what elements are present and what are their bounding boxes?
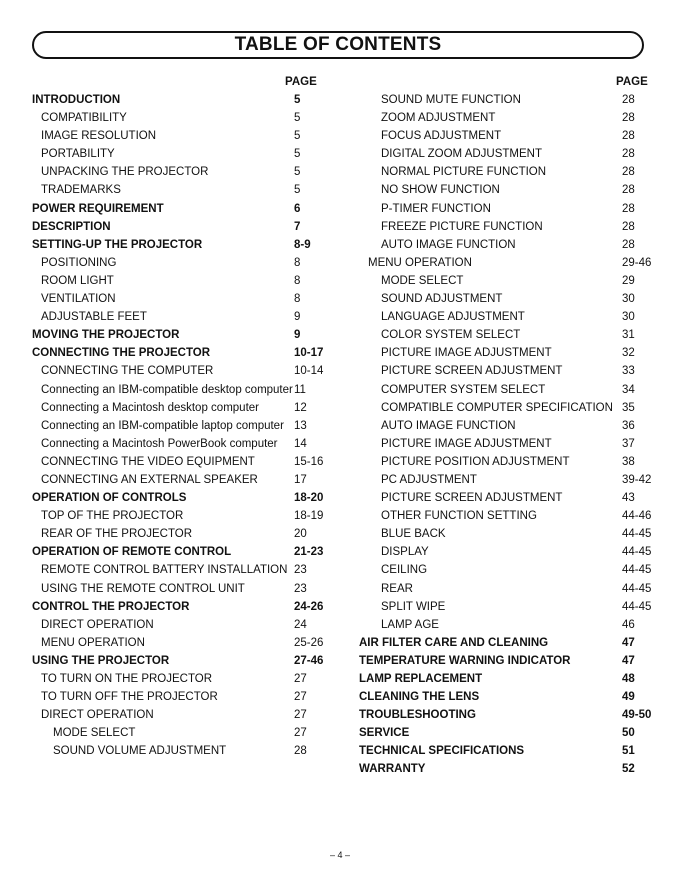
- toc-entry-title: CONNECTING AN EXTERNAL SPEAKER: [41, 473, 258, 486]
- toc-entry-page: 31: [622, 329, 635, 342]
- toc-entry-title: MOVING THE PROJECTOR: [32, 329, 180, 342]
- toc-entry-title: AUTO IMAGE FUNCTION: [381, 238, 516, 251]
- toc-entry-title: UNPACKING THE PROJECTOR: [41, 166, 209, 179]
- toc-entry: [32, 344, 332, 362]
- toc-entry: [32, 561, 332, 579]
- toc-entry-title: NO SHOW FUNCTION: [381, 184, 500, 197]
- toc-entry-page: 8: [294, 256, 301, 269]
- toc-entry-title: PICTURE POSITION ADJUSTMENT: [381, 455, 570, 468]
- toc-entry-page: 10-17: [294, 347, 324, 360]
- toc-entry-page: 50: [622, 727, 635, 740]
- toc-entry: [32, 453, 332, 471]
- toc-entry-page: 28: [622, 94, 635, 106]
- toc-entry-title: PORTABILITY: [41, 148, 115, 161]
- toc-entry-title: DIRECT OPERATION: [41, 618, 154, 631]
- toc-entry: [359, 272, 659, 290]
- toc-entry: [359, 760, 659, 778]
- toc-entry-page: 47: [622, 636, 635, 649]
- toc-entry-title: TO TURN ON THE PROJECTOR: [41, 673, 213, 685]
- toc-entry-title: TOP OF THE PROJECTOR: [41, 510, 184, 523]
- toc-entry-page: 27: [294, 709, 307, 722]
- toc-entry-title: PICTURE IMAGE ADJUSTMENT: [381, 437, 552, 450]
- toc-entry-page: 7: [294, 220, 301, 233]
- toc-entry-title: COMPUTER SYSTEM SELECT: [381, 383, 546, 396]
- toc-entry: [359, 127, 659, 145]
- toc-entry-page: 23: [294, 582, 307, 595]
- toc-entry-title: USING THE REMOTE CONTROL UNIT: [41, 582, 245, 595]
- toc-entry-title: ZOOM ADJUSTMENT: [381, 112, 496, 125]
- toc-entry-page: 29: [622, 274, 635, 287]
- toc-entry-title: Connecting a Macintosh PowerBook computer: [41, 437, 278, 450]
- toc-entry: [359, 634, 659, 652]
- toc-entry: [359, 362, 659, 380]
- toc-entry: [359, 163, 659, 181]
- toc-entry: [359, 598, 659, 616]
- toc-entry: [359, 652, 659, 670]
- toc-entry-page: 44-45: [622, 546, 652, 559]
- toc-entry-page: 5: [294, 94, 301, 106]
- toc-entry: [32, 688, 332, 706]
- toc-entry: [359, 706, 659, 724]
- toc-entry-page: 24: [294, 618, 307, 631]
- toc-entry: [32, 652, 332, 670]
- toc-entry-title: TEMPERATURE WARNING INDICATOR: [359, 654, 571, 667]
- toc-entry-page: 28: [622, 220, 635, 233]
- toc-entry: [32, 218, 332, 236]
- toc-entry-title: MODE SELECT: [381, 274, 464, 287]
- toc-entry-title: WARRANTY: [359, 763, 426, 776]
- toc-entry-title: CLEANING THE LENS: [359, 691, 480, 704]
- page-title: TABLE OF CONTENTS: [234, 34, 442, 55]
- toc-entry: [32, 724, 332, 742]
- toc-entry-page: 5: [294, 112, 301, 125]
- toc-entry: [32, 127, 332, 145]
- toc-entry: [32, 580, 332, 598]
- title-box: [32, 31, 644, 59]
- left-page-header: PAGE: [285, 76, 317, 88]
- toc-entry: [359, 254, 659, 272]
- toc-entry-page: 21-23: [294, 546, 324, 559]
- toc-entry-title: ADJUSTABLE FEET: [41, 311, 147, 324]
- toc-entry: [32, 417, 332, 435]
- toc-entry-title: PICTURE IMAGE ADJUSTMENT: [381, 347, 552, 360]
- toc-entry-page: 44-45: [622, 600, 652, 613]
- toc-entry-title: P-TIMER FUNCTION: [381, 202, 491, 215]
- toc-entry-title: Connecting an IBM-compatible laptop computer: [41, 419, 284, 432]
- toc-entry-page: 43: [622, 492, 635, 505]
- toc-entry-page: 28: [294, 745, 307, 758]
- toc-entry: [359, 471, 659, 489]
- toc-entry-title: OTHER FUNCTION SETTING: [381, 510, 537, 523]
- toc-entry: [32, 308, 332, 326]
- toc-entry-title: CONNECTING THE PROJECTOR: [32, 347, 211, 360]
- toc-entry: [32, 109, 332, 127]
- toc-entry-page: 49: [622, 691, 635, 704]
- toc-entry-title: VENTILATION: [41, 293, 116, 306]
- toc-entry: [32, 272, 332, 290]
- toc-entry: [359, 616, 659, 634]
- toc-entry: [32, 381, 332, 399]
- toc-entry-page: 25-26: [294, 636, 324, 649]
- toc-entry: [359, 742, 659, 760]
- toc-entry-page: 17: [294, 473, 307, 486]
- toc-entry-page: 32: [622, 347, 635, 360]
- toc-entry-title: MENU OPERATION: [41, 636, 145, 649]
- toc-entry-page: 5: [294, 184, 301, 197]
- toc-entry-title: LANGUAGE ADJUSTMENT: [381, 311, 525, 324]
- toc-entry: [359, 580, 659, 598]
- toc-entry-title: FREEZE PICTURE FUNCTION: [381, 220, 543, 233]
- toc-left-column: [32, 91, 332, 760]
- toc-entry-page: 49-50: [622, 709, 652, 722]
- toc-entry-page: 12: [294, 401, 307, 414]
- toc-entry: [32, 507, 332, 525]
- toc-entry: [359, 326, 659, 344]
- toc-entry: [32, 181, 332, 199]
- toc-entry-title: PC ADJUSTMENT: [381, 473, 477, 486]
- toc-entry-title: POWER REQUIREMENT: [32, 202, 164, 215]
- toc-entry: [359, 308, 659, 326]
- toc-entry-title: REAR OF THE PROJECTOR: [41, 528, 193, 541]
- toc-entry-page: 44-46: [622, 510, 652, 523]
- toc-entry-title: CEILING: [381, 564, 428, 577]
- toc-entry-title: LAMP REPLACEMENT: [359, 673, 483, 685]
- toc-entry-title: SOUND VOLUME ADJUSTMENT: [53, 745, 227, 758]
- page-number: – 4 –: [329, 850, 351, 860]
- toc-entry-page: 27: [294, 727, 307, 740]
- toc-entry-page: 6: [294, 202, 301, 215]
- toc-entry-title: SPLIT WIPE: [381, 600, 446, 613]
- toc-entry-page: 36: [622, 419, 635, 432]
- toc-entry: [32, 362, 332, 380]
- toc-entry: [359, 344, 659, 362]
- toc-entry-page: 5: [294, 130, 301, 143]
- toc-entry: [32, 145, 332, 163]
- toc-entry: [359, 543, 659, 561]
- toc-entry: [32, 543, 332, 561]
- toc-entry-page: 28: [622, 202, 635, 215]
- toc-entry: [32, 489, 332, 507]
- toc-entry: [359, 109, 659, 127]
- toc-entry-title: REMOTE CONTROL BATTERY INSTALLATION: [41, 564, 288, 577]
- toc-entry: [359, 417, 659, 435]
- toc-entry-title: DIRECT OPERATION: [41, 709, 154, 722]
- toc-entry-title: TO TURN OFF THE PROJECTOR: [41, 691, 218, 704]
- toc-entry-title: SOUND ADJUSTMENT: [381, 293, 503, 306]
- toc-entry-title: TRADEMARKS: [41, 184, 121, 197]
- toc-entry-title: Connecting a Macintosh desktop computer: [41, 401, 259, 414]
- toc-entry-page: 44-45: [622, 582, 652, 595]
- toc-entry-page: 33: [622, 365, 635, 378]
- toc-entry-title: INTRODUCTION: [32, 94, 121, 106]
- toc-entry-page: 13: [294, 419, 307, 432]
- toc-entry-title: BLUE BACK: [381, 528, 446, 541]
- toc-entry-page: 39-42: [622, 473, 652, 486]
- toc-entry-page: 47: [622, 654, 635, 667]
- toc-entry: [359, 200, 659, 218]
- toc-entry-page: 37: [622, 437, 635, 450]
- toc-entry-title: OPERATION OF CONTROLS: [32, 492, 187, 505]
- toc-entry-page: 44-45: [622, 564, 652, 577]
- toc-entry-page: 35: [622, 401, 635, 414]
- toc-entry-page: 52: [622, 763, 635, 776]
- toc-entry: [32, 616, 332, 634]
- toc-entry-title: SERVICE: [359, 727, 410, 740]
- toc-entry-title: DISPLAY: [381, 546, 429, 559]
- toc-entry-page: 11: [294, 383, 306, 396]
- toc-entry: [359, 145, 659, 163]
- toc-entry-page: 29-46: [622, 256, 652, 269]
- toc-entry: [359, 688, 659, 706]
- toc-entry: [32, 236, 332, 254]
- toc-entry-page: 15-16: [294, 455, 324, 468]
- right-page-header: PAGE: [616, 76, 648, 88]
- toc-entry-page: 44-45: [622, 528, 652, 541]
- toc-entry: [359, 453, 659, 471]
- toc-entry-page: 28: [622, 148, 635, 161]
- toc-entry-page: 28: [622, 112, 635, 125]
- toc-entry-title: ROOM LIGHT: [41, 274, 114, 287]
- toc-entry-page: 46: [622, 618, 635, 631]
- toc-entry: [359, 435, 659, 453]
- toc-entry: [359, 181, 659, 199]
- toc-entry: [32, 525, 332, 543]
- toc-entry-title: MODE SELECT: [53, 727, 136, 740]
- toc-entry: [359, 399, 659, 417]
- toc-entry: [359, 670, 659, 688]
- toc-entry-page: 9: [294, 311, 301, 324]
- toc-entry: [359, 91, 659, 109]
- toc-entry-title: PICTURE SCREEN ADJUSTMENT: [381, 365, 563, 378]
- toc-entry: [32, 471, 332, 489]
- toc-entry: [359, 381, 659, 399]
- toc-entry: [32, 290, 332, 308]
- toc-entry-page: 5: [294, 166, 301, 179]
- toc-entry-page: 28: [622, 238, 635, 251]
- toc-entry-title: AUTO IMAGE FUNCTION: [381, 419, 516, 432]
- toc-entry-page: 20: [294, 528, 307, 541]
- toc-entry: [359, 218, 659, 236]
- toc-entry-page: 10-14: [294, 365, 324, 378]
- toc-entry-page: 27: [294, 673, 307, 685]
- toc-entry: [359, 236, 659, 254]
- toc-entry-title: SETTING-UP THE PROJECTOR: [32, 238, 203, 251]
- toc-entry: [359, 724, 659, 742]
- toc-entry-title: TROUBLESHOOTING: [359, 709, 476, 722]
- toc-entry: [32, 670, 332, 688]
- toc-entry-title: TECHNICAL SPECIFICATIONS: [359, 745, 525, 758]
- toc-entry-page: 27-46: [294, 654, 324, 667]
- toc-entry-title: POSITIONING: [41, 256, 117, 269]
- toc-entry-page: 24-26: [294, 600, 324, 613]
- toc-entry-page: 18-20: [294, 492, 324, 505]
- toc-entry-title: IMAGE RESOLUTION: [41, 130, 157, 143]
- toc-entry: [359, 525, 659, 543]
- toc-entry: [32, 163, 332, 181]
- toc-entry: [359, 561, 659, 579]
- toc-entry-title: MENU OPERATION: [368, 256, 472, 269]
- toc-entry-page: 8-9: [294, 238, 311, 251]
- toc-entry-title: CONTROL THE PROJECTOR: [32, 600, 190, 613]
- toc-entry-page: 5: [294, 148, 301, 161]
- toc-entry-title: NORMAL PICTURE FUNCTION: [381, 166, 547, 179]
- toc-entry-title: PICTURE SCREEN ADJUSTMENT: [381, 492, 563, 505]
- toc-entry-page: 28: [622, 166, 635, 179]
- toc-right-column: [359, 91, 659, 779]
- toc-entry-page: 28: [622, 184, 635, 197]
- toc-entry: [32, 399, 332, 417]
- toc-entry: [359, 290, 659, 308]
- toc-entry: [32, 706, 332, 724]
- toc-entry-title: USING THE PROJECTOR: [32, 654, 170, 667]
- toc-entry-page: 18-19: [294, 510, 324, 523]
- toc-entry-page: 14: [294, 437, 307, 450]
- toc-entry: [32, 200, 332, 218]
- toc-entry-page: 38: [622, 455, 635, 468]
- toc-entry: [32, 326, 332, 344]
- toc-entry: [32, 435, 332, 453]
- toc-entry-title: AIR FILTER CARE AND CLEANING: [359, 636, 549, 649]
- toc-entry: [32, 634, 332, 652]
- toc-entry: [359, 507, 659, 525]
- toc-entry-page: 34: [622, 383, 635, 396]
- toc-entry: [32, 598, 332, 616]
- toc-entry-page: 30: [622, 293, 635, 306]
- toc-entry-title: Connecting an IBM-compatible desktop computer: [41, 383, 293, 396]
- toc-entry-page: 28: [622, 130, 635, 143]
- toc-entry-title: COLOR SYSTEM SELECT: [381, 329, 521, 342]
- toc-entry-title: LAMP AGE: [381, 618, 439, 631]
- toc-entry-title: FOCUS ADJUSTMENT: [381, 130, 502, 143]
- toc-entry-title: OPERATION OF REMOTE CONTROL: [32, 546, 232, 559]
- toc-entry-page: 48: [622, 673, 635, 685]
- toc-entry-title: SOUND MUTE FUNCTION: [381, 94, 521, 106]
- toc-entry: [32, 254, 332, 272]
- toc-entry-title: REAR: [381, 582, 413, 595]
- toc-entry-title: DIGITAL ZOOM ADJUSTMENT: [381, 148, 543, 161]
- toc-entry-page: 27: [294, 691, 307, 704]
- toc-entry-title: COMPATIBILITY: [41, 112, 127, 125]
- toc-entry: [32, 742, 332, 760]
- toc-entry-page: 23: [294, 564, 307, 577]
- toc-entry: [32, 91, 332, 109]
- toc-entry-title: COMPATIBLE COMPUTER SPECIFICATION: [381, 401, 613, 414]
- toc-entry-title: DESCRIPTION: [32, 220, 111, 233]
- toc-entry: [359, 489, 659, 507]
- toc-entry-page: 9: [294, 329, 301, 342]
- toc-entry-title: CONNECTING THE VIDEO EQUIPMENT: [41, 455, 255, 468]
- toc-entry-page: 8: [294, 293, 301, 306]
- toc-entry-title: CONNECTING THE COMPUTER: [41, 365, 214, 378]
- toc-entry-page: 30: [622, 311, 635, 324]
- toc-entry-page: 51: [622, 745, 635, 758]
- toc-entry-page: 8: [294, 274, 301, 287]
